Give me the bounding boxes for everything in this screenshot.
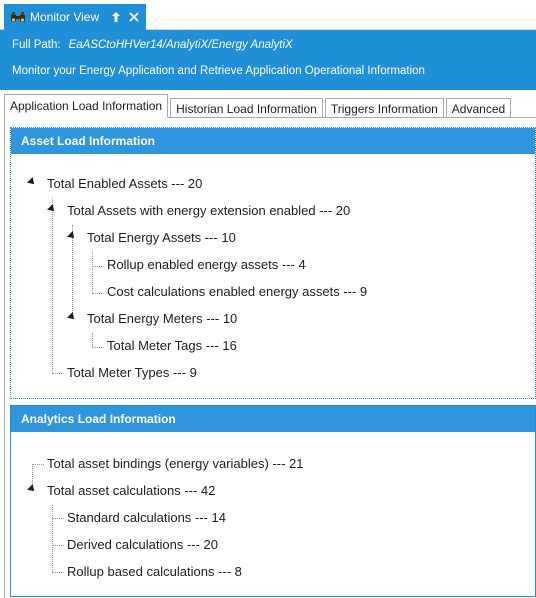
analytics-load-header: Analytics Load Information xyxy=(11,406,535,432)
tree-node-asset-bindings[interactable]: Total asset bindings (energy variables) --- 21 xyxy=(47,456,304,471)
tree-node-rollup-calculations[interactable]: Rollup based calculations --- 8 xyxy=(67,564,242,579)
tree-node-total-enabled-assets[interactable]: Total Enabled Assets --- 20 xyxy=(47,176,203,191)
document-tab[interactable] xyxy=(4,4,146,30)
tree-connector xyxy=(92,333,93,347)
tab-historian-load[interactable]: Historian Load Information xyxy=(170,98,323,118)
tree-connector xyxy=(92,252,93,293)
pin-icon[interactable] xyxy=(109,10,123,24)
close-icon[interactable] xyxy=(127,10,141,24)
view-description: Monitor your Energy Application and Retrieve Application Operational Information xyxy=(12,65,425,77)
asset-load-header: Asset Load Information xyxy=(11,128,535,154)
tab-strip xyxy=(4,94,513,118)
tree-node-asset-calculations[interactable]: Total asset calculations --- 42 xyxy=(47,483,216,498)
tab-triggers[interactable]: Triggers Information xyxy=(325,98,444,118)
tree-connector xyxy=(52,572,64,573)
full-path-value: EaASCtoHHVer14/AnalytiX/Energy AnalytiX xyxy=(68,39,293,51)
tree-node-total-meter-tags[interactable]: Total Meter Tags --- 16 xyxy=(107,338,237,353)
tree-node-standard-calculations[interactable]: Standard calculations --- 14 xyxy=(67,510,226,525)
tree-node-cost-calculations[interactable]: Cost calculations enabled energy assets --- 9 xyxy=(107,284,368,299)
tree-connector xyxy=(92,293,104,294)
tree-node-energy-extension-assets[interactable]: Total Assets with energy extension enabled --- 20 xyxy=(67,203,351,218)
document-tab-title: Monitor View xyxy=(30,10,100,24)
binoculars-icon xyxy=(10,10,26,24)
tree-node-total-meter-types[interactable]: Total Meter Types --- 9 xyxy=(67,365,197,380)
tree-connector xyxy=(52,518,64,519)
tab-advanced[interactable]: Advanced xyxy=(446,98,511,118)
tree-connector xyxy=(52,505,53,572)
tree-connector xyxy=(52,545,64,546)
tree-connector xyxy=(32,464,44,465)
title-bar xyxy=(0,0,536,30)
tree-node-rollup-enabled[interactable]: Rollup enabled energy assets --- 4 xyxy=(107,257,306,272)
tab-application-load[interactable]: Application Load Information xyxy=(4,94,168,118)
tree-node-derived-calculations[interactable]: Derived calculations --- 20 xyxy=(67,537,219,552)
tree-connector xyxy=(92,266,104,267)
tree-connector xyxy=(52,373,64,374)
tree-node-total-energy-meters[interactable]: Total Energy Meters --- 10 xyxy=(87,311,238,326)
full-path-label: Full Path: xyxy=(12,39,61,51)
tree-connector xyxy=(92,347,104,348)
tree-connector xyxy=(52,198,53,373)
full-path-row xyxy=(12,39,293,51)
view-header xyxy=(0,30,536,90)
tree-node-total-energy-assets[interactable]: Total Energy Assets --- 10 xyxy=(87,230,236,245)
